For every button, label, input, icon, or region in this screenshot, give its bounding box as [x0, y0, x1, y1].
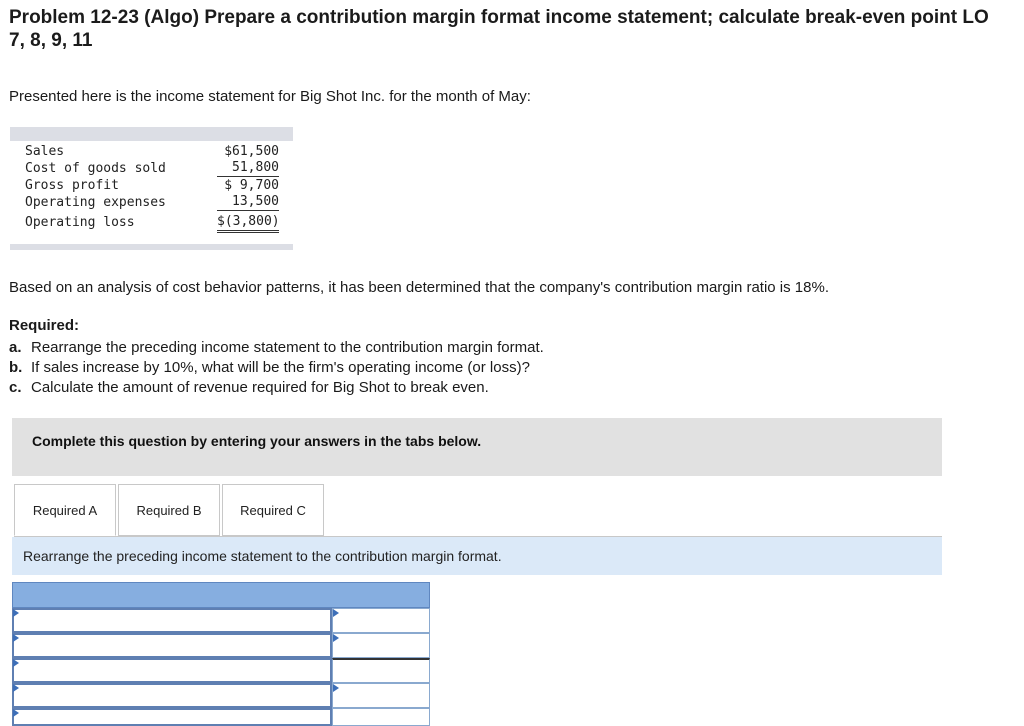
answer-value-cell[interactable]	[332, 633, 430, 658]
statement-label: Sales	[25, 144, 65, 159]
answer-label-cell[interactable]	[12, 633, 332, 658]
dropdown-marker-icon	[13, 709, 19, 717]
statement-amount: $(3,800)	[217, 214, 279, 233]
intro-text: Presented here is the income statement for Big Shot Inc. for the month of May:	[9, 88, 531, 105]
tab-required-c[interactable]: Required C	[222, 484, 324, 536]
statement-row-operating-loss	[25, 214, 287, 231]
statement-label: Operating expenses	[25, 195, 166, 210]
answer-grid	[12, 582, 430, 726]
complete-prompt-text: Complete this question by entering your answers in the tabs below.	[32, 433, 482, 449]
answer-value-cell[interactable]	[332, 608, 430, 633]
item-text: If sales increase by 10%, what will be the firm's operating income (or loss)?	[31, 359, 530, 376]
statement-label: Operating loss	[25, 215, 135, 230]
required-item-c	[9, 378, 544, 398]
item-text: Rearrange the preceding income statement to the contribution margin format.	[31, 339, 544, 356]
statement-amount: 13,500	[217, 194, 279, 211]
statement-row-gross-profit	[25, 177, 287, 194]
required-item-a	[9, 338, 544, 358]
statement-row-cogs	[25, 160, 287, 177]
tab-required-b[interactable]: Required B	[118, 484, 220, 536]
required-heading: Required:	[9, 317, 80, 334]
income-statement	[25, 143, 287, 231]
item-letter: c.	[9, 379, 22, 396]
answer-label-cell[interactable]	[12, 658, 332, 683]
statement-label: Cost of goods sold	[25, 161, 166, 176]
answer-label-cell[interactable]	[12, 708, 332, 726]
instruction-bar	[12, 537, 942, 575]
answer-label-cell[interactable]	[12, 683, 332, 708]
statement-amount: 51,800	[217, 160, 279, 177]
problem-title: Problem 12-23 (Algo) Prepare a contribution margin format income statement; calculate break-even point LO 7, 8, 9, 11	[9, 7, 989, 51]
answer-grid-header	[12, 582, 430, 608]
answer-label-cell[interactable]	[12, 608, 332, 633]
statement-amount: $61,500	[224, 144, 279, 159]
required-list	[9, 338, 544, 398]
statement-top-band	[10, 127, 293, 141]
dropdown-marker-icon	[13, 659, 19, 667]
analysis-text: Based on an analysis of cost behavior patterns, it has been determined that the company's contribution margin ratio is 18%.	[9, 279, 829, 296]
dropdown-marker-icon	[13, 634, 19, 642]
required-item-b	[9, 358, 544, 378]
answer-value-cell[interactable]	[332, 708, 430, 726]
statement-label: Gross profit	[25, 178, 119, 193]
item-letter: a.	[9, 339, 22, 356]
item-text: Calculate the amount of revenue required for Big Shot to break even.	[31, 379, 489, 396]
dropdown-marker-icon	[13, 684, 19, 692]
item-letter: b.	[9, 359, 23, 376]
tab-required-a[interactable]: Required A	[14, 484, 116, 536]
instruction-text: Rearrange the preceding income statement to the contribution margin format.	[23, 548, 502, 564]
statement-amount: $ 9,700	[224, 178, 279, 193]
statement-row-operating-expenses	[25, 194, 287, 211]
dropdown-marker-icon	[333, 684, 339, 692]
dropdown-marker-icon	[333, 634, 339, 642]
dropdown-marker-icon	[13, 609, 19, 617]
statement-row-sales	[25, 143, 287, 160]
statement-bottom-band	[10, 244, 293, 250]
answer-value-cell[interactable]	[332, 658, 430, 683]
answer-value-cell[interactable]	[332, 683, 430, 708]
dropdown-marker-icon	[333, 609, 339, 617]
complete-prompt-box	[12, 418, 942, 476]
